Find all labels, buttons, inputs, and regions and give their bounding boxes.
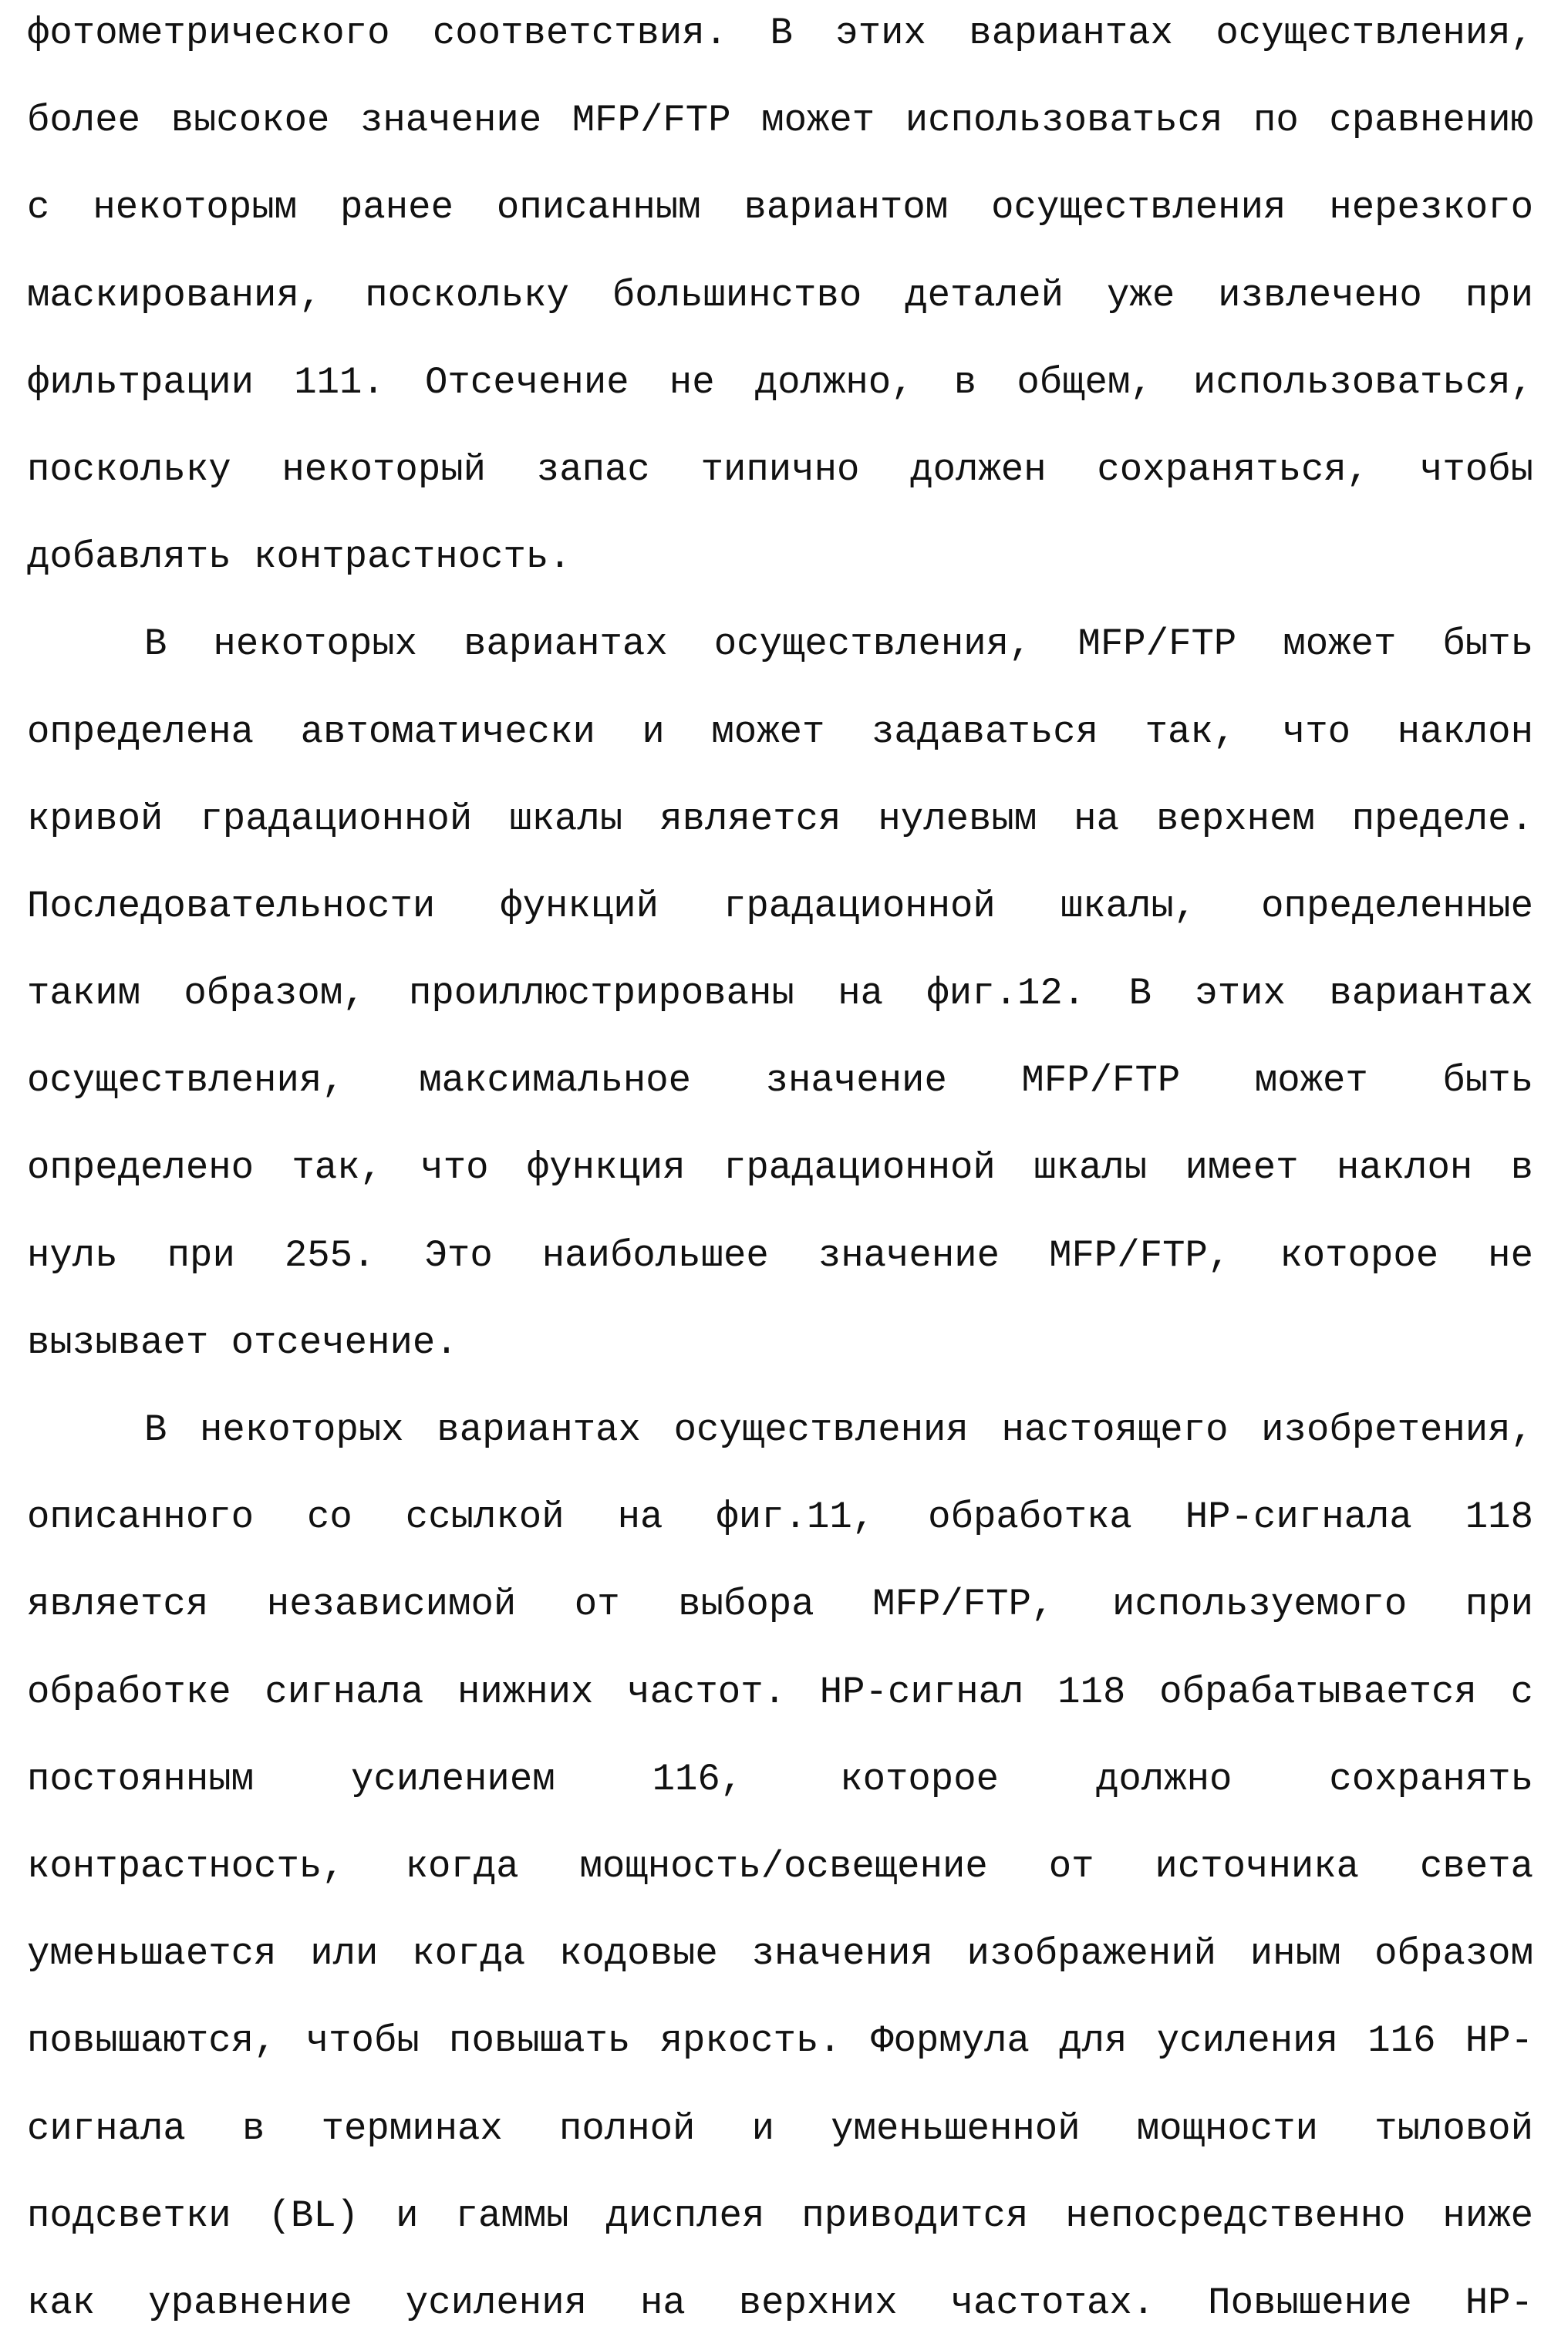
text-line: маскирования, поскольку большинство деталей уже извлечено при bbox=[27, 252, 1533, 339]
text-line: определено так, что функция градационной шкалы имеет наклон в bbox=[27, 1125, 1533, 1212]
text-line: уменьшается или когда кодовые значения изображений иным образом bbox=[27, 1910, 1533, 1998]
text-line: подсветки (BL) и гаммы дисплея приводится непосредственно ниже bbox=[27, 2173, 1533, 2260]
text-line: фотометрического соответствия. В этих вариантах осуществления, bbox=[27, 0, 1533, 77]
text-line: как уравнение усиления на верхних частотах. Повышение HP- bbox=[27, 2260, 1533, 2347]
text-line: постоянным усилением 116, которое должно сохранять bbox=[27, 1736, 1533, 1823]
text-line: осуществления, максимальное значение MFP/FTP может быть bbox=[27, 1037, 1533, 1125]
text-line: контрастность, когда мощность/освещение от источника света bbox=[27, 1823, 1533, 1910]
text-line: определена автоматически и может задаваться так, что наклон bbox=[27, 689, 1533, 776]
text-line: кривой градационной шкалы является нулевым на верхнем пределе. bbox=[27, 776, 1533, 863]
text-line: с некоторым ранее описанным вариантом осуществления нерезкого bbox=[27, 164, 1533, 251]
text-line: В некоторых вариантах осуществления, MFP/FTP может быть bbox=[27, 601, 1533, 688]
text-line: обработке сигнала нижних частот. HP-сигнал 118 обрабатывается с bbox=[27, 1649, 1533, 1736]
document-body bbox=[27, 0, 1533, 2347]
text-line: описанного со ссылкой на фиг.11, обработка HP-сигнала 118 bbox=[27, 1474, 1533, 1561]
text-line: фильтрации 111. Отсечение не должно, в общем, использоваться, bbox=[27, 339, 1533, 427]
text-line: является независимой от выбора MFP/FTP, используемого при bbox=[27, 1561, 1533, 1648]
text-line: более высокое значение MFP/FTP может использоваться по сравнению bbox=[27, 77, 1533, 164]
text-line: нуль при 255. Это наибольшее значение MFP/FTP, которое не bbox=[27, 1212, 1533, 1300]
text-line: сигнала в терминах полной и уменьшенной мощности тыловой bbox=[27, 2086, 1533, 2173]
text-line: повышаются, чтобы повышать яркость. Формула для усиления 116 HP- bbox=[27, 1998, 1533, 2085]
text-line: вызывает отсечение. bbox=[27, 1300, 1533, 1387]
text-line: В некоторых вариантах осуществления настоящего изобретения, bbox=[27, 1387, 1533, 1474]
text-line: добавлять контрастность. bbox=[27, 514, 1533, 601]
text-line: Последовательности функций градационной шкалы, определенные bbox=[27, 863, 1533, 950]
text-line: поскольку некоторый запас типично должен сохраняться, чтобы bbox=[27, 427, 1533, 514]
text-line: таким образом, проиллюстрированы на фиг.12. В этих вариантах bbox=[27, 950, 1533, 1037]
